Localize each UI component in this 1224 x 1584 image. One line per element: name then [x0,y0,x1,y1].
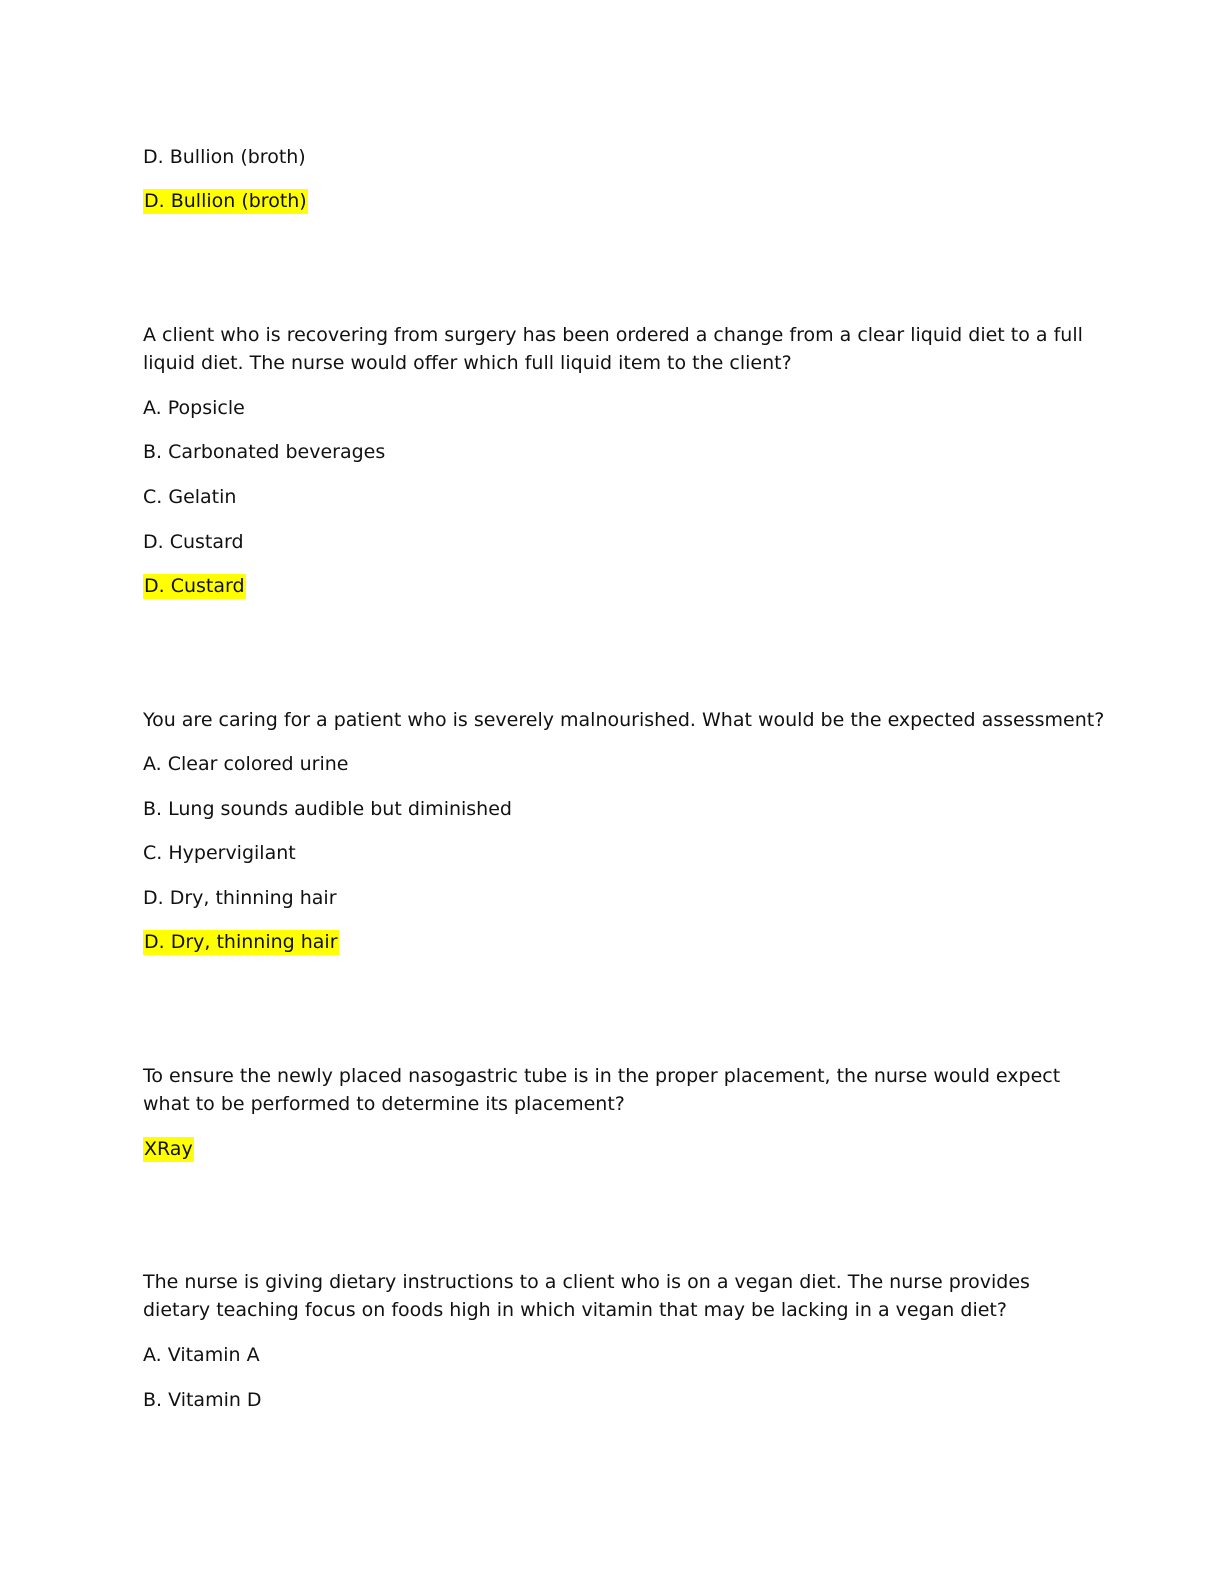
answer-highlight: D. Bullion (broth) [144,190,307,212]
option-b: B. Carbonated beverages [143,441,386,463]
option-d: D. Dry, thinning hair [143,887,337,909]
option-a: A. Clear colored urine [143,753,349,775]
option-b: B. Vitamin D [143,1389,262,1411]
option-b: B. Lung sounds audible but diminished [143,798,512,820]
option-a: A. Vitamin A [143,1344,260,1366]
option-a: A. Popsicle [143,397,245,419]
answer-line [143,188,308,214]
answer-highlight: D. Dry, thinning hair [144,931,338,953]
answer-line [143,573,246,599]
option-c: C. Gelatin [143,486,237,508]
question-text: A client who is recovering from surgery has been ordered a change from a clear liquid diet to a full liquid diet. The nurse would offer which full liquid item to the client? [143,324,1083,374]
answer-highlight: D. Custard [144,575,245,597]
option-c: C. Hypervigilant [143,842,296,864]
answer-highlight: XRay [144,1138,193,1160]
question-text: To ensure the newly placed nasogastric tube is in the proper placement, the nurse would expect what to be performed to determine its placement? [143,1065,1061,1115]
question-text: You are caring for a patient who is severely malnourished. What would be the expected assessment? [143,709,1105,731]
answer-line [143,1136,194,1162]
question-text: The nurse is giving dietary instructions to a client who is on a vegan diet. The nurse provides dietary teaching focus on foods high in which vitamin that may be lacking in a vegan diet? [143,1271,1030,1321]
option-d: D. Bullion (broth) [143,146,306,168]
option-d: D. Custard [143,531,244,553]
answer-line [143,929,339,955]
